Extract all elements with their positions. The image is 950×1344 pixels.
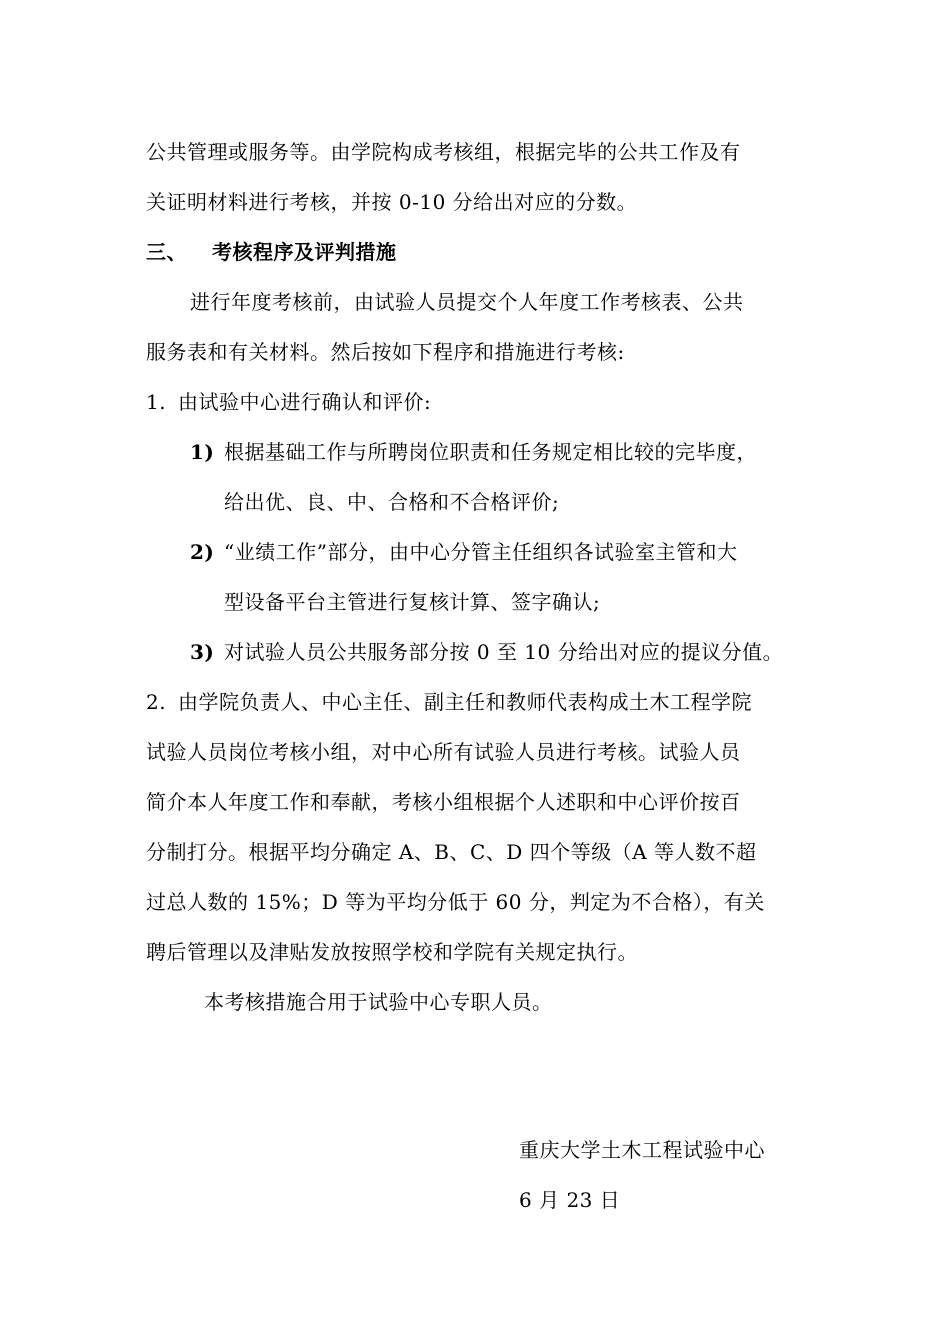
item2-line5: 过总人数的 15%；D 等为平均分低于 60 分，判定为不合格），有关 bbox=[146, 890, 765, 914]
section3-title: 考核程序及评判措施 bbox=[212, 240, 397, 264]
sub1-number: 1) bbox=[190, 440, 215, 464]
item2-line3: 简介本人年度工作和奉献，考核小组根据个人述职和中心评价按百 bbox=[146, 790, 741, 814]
item2-text-line1: 由学院负责人、中心主任、副主任和教师代表构成土木工程学院 bbox=[178, 690, 752, 714]
item2-line1 bbox=[146, 688, 752, 716]
item1-number: 1. bbox=[146, 390, 167, 414]
sub2-line1 bbox=[190, 538, 737, 566]
para1-line1: 公共管理或服务等。由学院构成考核组，根据完毕的公共工作及有 bbox=[146, 140, 741, 164]
closing-statement: 本考核措施合用于试验中心专职人员。 bbox=[204, 990, 553, 1014]
item1 bbox=[146, 388, 431, 416]
item2-line4: 分制打分。根据平均分确定 A、B、C、D 四个等级（A 等人数不超 bbox=[146, 840, 757, 864]
sub1-line1 bbox=[190, 438, 757, 466]
sub2-number: 2) bbox=[190, 540, 215, 564]
intro-line2: 服务表和有关材料。然后按如下程序和措施进行考核: bbox=[146, 340, 625, 364]
sub1-text-line1: 根据基础工作与所聘岗位职责和任务规定相比较的完毕度， bbox=[224, 440, 757, 464]
item2-number: 2. bbox=[146, 690, 167, 714]
para1-line2: 关证明材料进行考核，并按 0-10 分给出对应的分数。 bbox=[146, 190, 638, 214]
sub3-line1 bbox=[190, 638, 783, 666]
sub3-text-line1: 对试验人员公共服务部分按 0 至 10 分给出对应的提议分值。 bbox=[224, 640, 784, 664]
sub1-line2: 给出优、良、中、合格和不合格评价; bbox=[224, 490, 560, 514]
section3-marker: 三、 bbox=[146, 240, 187, 264]
item2-line2: 试验人员岗位考核小组，对中心所有试验人员进行考核。试验人员 bbox=[146, 740, 741, 764]
section3-heading bbox=[146, 238, 397, 266]
item2-line6: 聘后管理以及津贴发放按照学校和学院有关规定执行。 bbox=[146, 940, 638, 964]
sub2-line2: 型设备平台主管进行复核计算、签字确认; bbox=[224, 590, 601, 614]
sub2-text-line1: “业绩工作”部分，由中心分管主任组织各试验室主管和大 bbox=[224, 540, 738, 564]
sub3-number: 3) bbox=[190, 640, 215, 664]
intro-line1: 进行年度考核前，由试验人员提交个人年度工作考核表、公共 bbox=[190, 290, 744, 314]
item1-text: 由试验中心进行确认和评价: bbox=[178, 390, 432, 414]
signature-org: 重庆大学土木工程试验中心 bbox=[519, 1138, 765, 1162]
signature-date: 6 月 23 日 bbox=[519, 1188, 621, 1212]
